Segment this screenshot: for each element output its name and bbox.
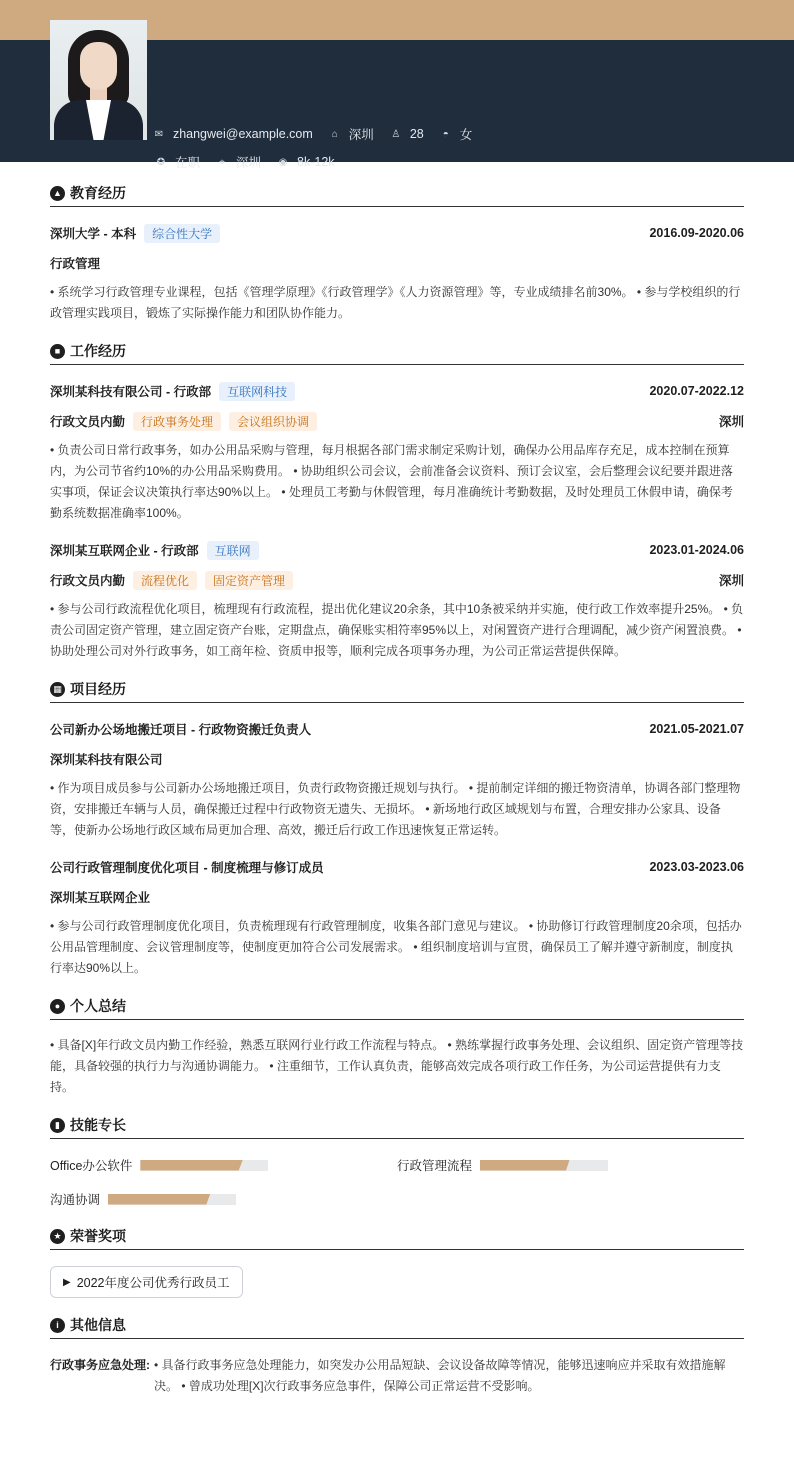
skill-item <box>397 1155 744 1175</box>
education-description: • 系统学习行政管理专业课程，包括《管理学原理》《行政管理学》《人力资源管理》等，专业成绩排名前30%。 • 参与学校组织的行政管理实践项目，锻炼了实际操作能力和团队协作能力。 <box>50 285 741 320</box>
target-city-text: 深圳 <box>236 156 262 170</box>
project-entry-header <box>50 857 744 877</box>
school-type-tag: 综合性大学 <box>144 224 220 243</box>
hometown-text: 深圳 <box>348 128 374 142</box>
skill-name: 行政管理流程 <box>397 1159 473 1173</box>
summary-text: • 具备[X]年行政文员内勤工作经验，熟悉互联网行业行政工作流程与特点。 • 熟练掌握行政事务处理、会议组织、固定资产管理等技能，具备较强的执行力与沟通协调能力。 • 注重细节，工作认真负责，能够高效完成各项行政工作任务，为公司运营提供有力支持。 <box>50 1038 744 1094</box>
skill-tag: 固定资产管理 <box>205 571 293 590</box>
skill-level-bar <box>480 1160 608 1171</box>
salary-icon: ◉ <box>278 156 288 168</box>
skill-level-bar <box>108 1194 236 1205</box>
age-text: 28 <box>409 127 424 141</box>
project-date: 2023.03-2023.06 <box>649 860 744 874</box>
work-description: • 参与公司行政流程优化项目，梳理现有行政流程，提出优化建议20余条，其中10条被采纳并实施，使行政工作效率提升25%。 • 负责公司固定资产管理，建立固定资产台账，定期盘点，确保账实相符率95%以上，对闲置资产进行合理调配，减少资产闲置浪费。 • 协助处理公司对外行政事务，如工商年检、资质申报等，顺利完成各项事务办理，为公司正常运营提供保障。 <box>50 602 744 658</box>
work-date: 2020.07-2022.12 <box>649 384 744 398</box>
school-name: 深圳大学 - 本科 <box>50 227 137 241</box>
contact-row <box>140 125 488 143</box>
company-name: 深圳某互联网企业 - 行政部 <box>50 544 199 558</box>
section-title-summary: ● 个人总结 <box>50 993 744 1020</box>
project-entry-header <box>50 719 744 739</box>
section-title-skills: ▮ 技能专长 <box>50 1112 744 1139</box>
skill-level-bar <box>140 1160 268 1171</box>
industry-tag: 互联网科技 <box>219 382 295 401</box>
salary-text: 8k-12k <box>297 155 335 169</box>
home-icon: ⌂ <box>331 128 338 140</box>
work-city: 深圳 <box>718 574 744 588</box>
age-icon: ♙ <box>391 128 401 140</box>
other-info-value: • 具备行政事务应急处理能力，如突发办公用品短缺、会议设备故障等情况，能够迅速响应并采取有效措施解决。 • 曾成功处理[X]次行政事务应急事件，保障公司正常运营不受影响。 <box>154 1358 726 1393</box>
gender-icon: ◓ <box>442 128 449 140</box>
skills-list <box>50 1155 744 1223</box>
skill-item <box>50 1155 397 1175</box>
skill-tag: 行政事务处理 <box>133 412 221 431</box>
briefcase-icon: ■ <box>50 344 65 359</box>
info-icon: i <box>50 1318 65 1333</box>
triangle-right-icon: ▶ <box>63 1276 71 1288</box>
skill-item <box>50 1189 397 1209</box>
industry-tag: 互联网 <box>207 541 259 560</box>
skill-tag: 会议组织协调 <box>229 412 317 431</box>
graduation-cap-icon: ▲ <box>50 186 65 201</box>
gender-text: 女 <box>459 128 473 142</box>
section-title-awards: ★ 荣誉奖项 <box>50 1223 744 1250</box>
section-title-other: i 其他信息 <box>50 1312 744 1339</box>
user-icon: ● <box>50 999 65 1014</box>
work-role-row <box>50 570 744 590</box>
education-date: 2016.09-2020.06 <box>649 226 744 240</box>
work-entry-header <box>50 381 744 401</box>
project-org: 深圳某科技有限公司 <box>50 753 163 767</box>
mail-icon: ✉ <box>154 128 164 140</box>
skill-name: 沟通协调 <box>50 1193 101 1207</box>
work-role-row <box>50 411 744 431</box>
other-info-row <box>50 1355 744 1397</box>
grid-icon: ▦ <box>50 682 65 697</box>
skill-name: Office办公软件 <box>50 1159 133 1173</box>
project-description: • 作为项目成员参与公司新办公场地搬迁项目，负责行政物资搬迁规划与执行。 • 提前制定详细的搬迁物资清单，协调各部门整理物资，安排搬迁车辆与人员，确保搬迁过程中行政物资无遗失、无损坏。 • 新场地行政区域规划与布置，合理安排办公家具、设备等，使新办公场地行政区域布局更加合理、高效，搬迁后行政工作迅速恢复正常运转。 <box>50 781 741 837</box>
status-icon: ✪ <box>156 156 166 168</box>
chart-icon: ▮ <box>50 1118 65 1133</box>
resume-content <box>50 180 744 1397</box>
award-name: 2022年度公司优秀行政员工 <box>76 1276 230 1290</box>
job-status-text: 在职 <box>175 156 201 170</box>
award-item-toggle[interactable] <box>50 1266 243 1298</box>
work-description: • 负责公司日常行政事务，如办公用品采购与管理，每月根据各部门需求制定采购计划，确保办公用品库存充足，成本控制在预算内，为公司节省约10%的办公用品采购费用。 • 协助组织公司会议，会前准备会议资料、预订会议室，会后整理会议纪要并跟进落实事项，保证会议决策执行率达90%以上。 • 处理员工考勤与休假管理，每月准确统计考勤数据，及时处理员工休假申请，确保考勤系统数据准确率100%。 <box>50 443 733 520</box>
status-row <box>155 153 351 171</box>
company-name: 深圳某科技有限公司 - 行政部 <box>50 385 212 399</box>
location-icon: ⌖ <box>219 156 225 168</box>
other-info-key: 行政事务应急处理: <box>50 1358 150 1372</box>
work-date: 2023.01-2024.06 <box>649 543 744 557</box>
project-description: • 参与公司行政管理制度优化项目，负责梳理现有行政管理制度，收集各部门意见与建议。 • 协助修订行政管理制度20余项，包括办公用品管理制度、会议管理制度等，使制度更加符合公司发展需求。 • 组织制度培训与宣贯，确保员工了解并遵守新制度，制度执行率达90%以上。 <box>50 919 742 975</box>
section-title-projects: ▦ 项目经历 <box>50 676 744 703</box>
skill-tag: 流程优化 <box>133 571 197 590</box>
role-title: 行政文员内勤 <box>50 574 126 588</box>
email-text: zhangwei@example.com <box>172 127 313 141</box>
section-title-education: ▲ 教育经历 <box>50 180 744 207</box>
profile-photo <box>50 20 147 140</box>
education-entry-header <box>50 223 744 243</box>
project-name: 公司行政管理制度优化项目 - 制度梳理与修订成员 <box>50 861 324 875</box>
project-org: 深圳某互联网企业 <box>50 891 151 905</box>
project-name: 公司新办公场地搬迁项目 - 行政物资搬迁负责人 <box>50 723 312 737</box>
project-date: 2021.05-2021.07 <box>649 722 744 736</box>
work-entry-header <box>50 540 744 560</box>
medal-icon: ★ <box>50 1229 65 1244</box>
section-title-work: ■ 工作经历 <box>50 338 744 365</box>
work-city: 深圳 <box>718 415 744 429</box>
major-name: 行政管理 <box>50 257 101 271</box>
role-title: 行政文员内勤 <box>50 415 126 429</box>
